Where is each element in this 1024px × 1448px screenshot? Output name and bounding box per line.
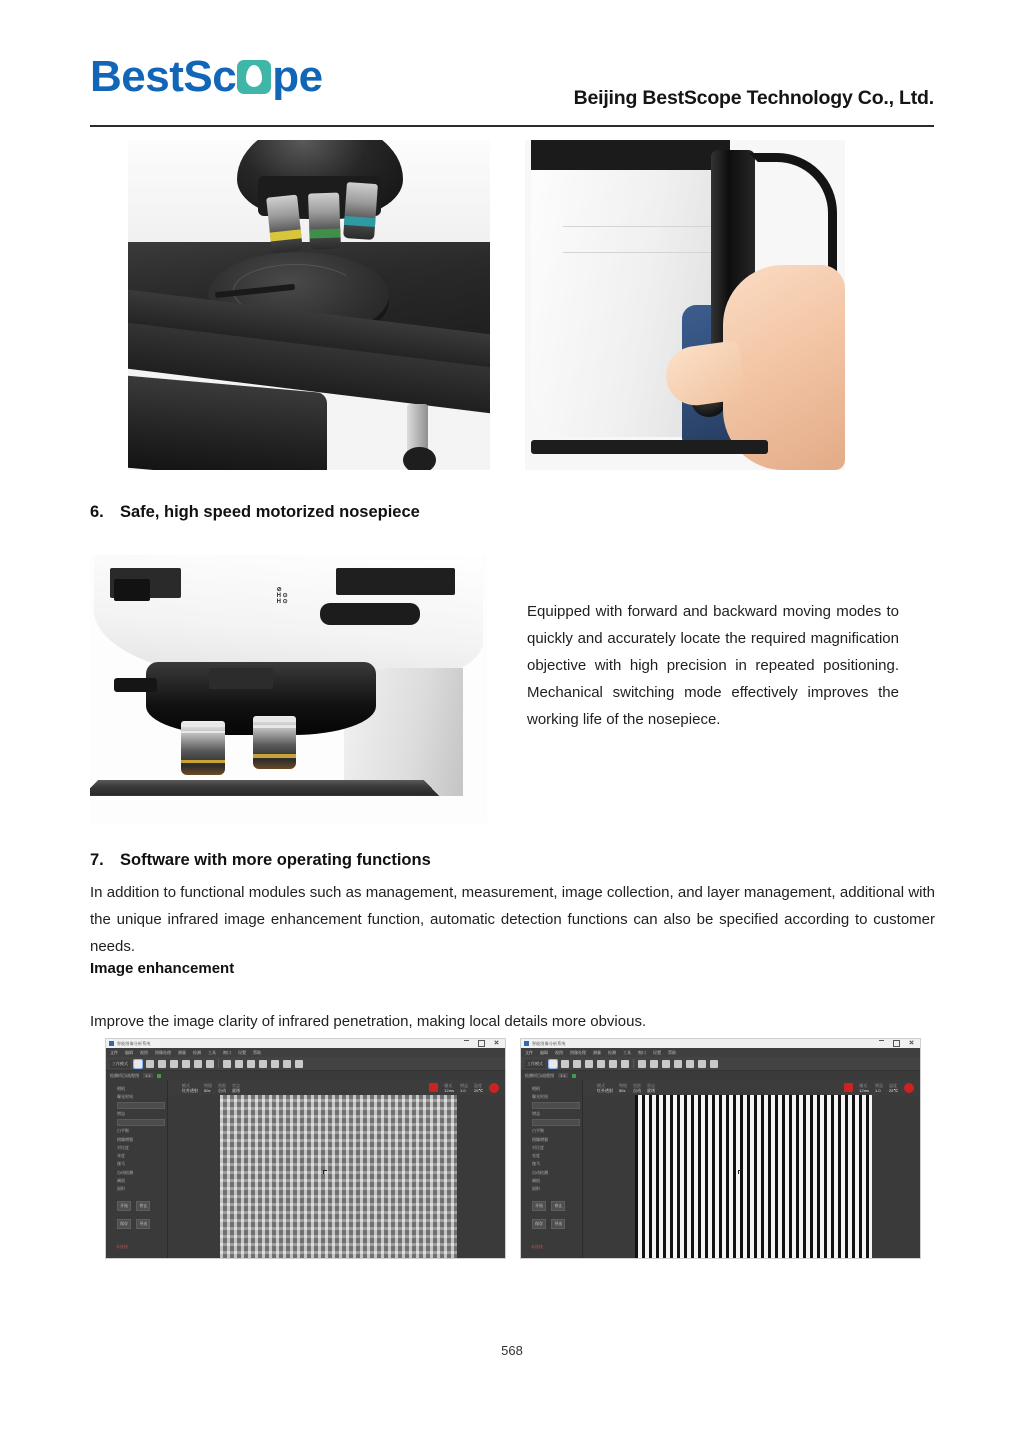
status-ok-icon — [157, 1074, 161, 1078]
magnet-tool-icon[interactable] — [573, 1060, 581, 1068]
app-window-title: 智能图像分析系统 — [117, 1040, 151, 1046]
sidebar-row-contrast[interactable]: 对比度 — [532, 1145, 544, 1150]
sidebar-row-threshold[interactable]: 阈值 — [117, 1178, 125, 1183]
sidebar-group-enhance-title: 图像增强 — [117, 1137, 133, 1142]
close-icon[interactable] — [909, 1040, 914, 1045]
menu-item-detect[interactable]: 检测 — [193, 1049, 201, 1055]
section-6-title: Safe, high speed motorized nosepiece — [120, 503, 420, 521]
arrow-tool-icon[interactable] — [561, 1060, 569, 1068]
sidebar-status-note: 未连接 — [531, 1244, 543, 1249]
sidebar-row-gamma[interactable]: 伽马 — [532, 1161, 540, 1166]
info-temperature: 温度 25℃ — [889, 1082, 898, 1093]
app-icon — [109, 1041, 114, 1046]
menu-item-settings[interactable]: 设置 — [238, 1049, 246, 1055]
menu-item-tools[interactable]: 工具 — [208, 1049, 216, 1055]
sidebar-row-gamma[interactable]: 伽马 — [117, 1161, 125, 1166]
control-sidebar — [521, 1080, 583, 1258]
info-objective: 物镜 50x — [619, 1082, 627, 1093]
specimen-stage-plate — [90, 780, 439, 796]
record-indicator-icon[interactable] — [429, 1083, 438, 1092]
menu-item-detect[interactable]: 检测 — [608, 1049, 616, 1055]
arrow-tool-icon[interactable] — [146, 1060, 154, 1068]
menu-item-file[interactable]: 文件 — [525, 1049, 533, 1055]
menu-item-help[interactable]: 帮助 — [253, 1049, 261, 1055]
sidebar-button-export[interactable]: 导出 — [551, 1219, 565, 1229]
app-toolbar — [521, 1057, 920, 1071]
objective-lens-left — [181, 721, 225, 775]
home-tool-icon[interactable] — [170, 1060, 178, 1068]
angle-tool-icon[interactable] — [247, 1060, 255, 1068]
crop-tool-icon[interactable] — [271, 1060, 279, 1068]
measure-tool-icon[interactable] — [259, 1060, 267, 1068]
app-titlebar — [521, 1039, 920, 1048]
select-tool-icon[interactable] — [549, 1060, 557, 1068]
app-toolbar — [106, 1057, 505, 1071]
water-drop-icon — [237, 60, 271, 94]
exposure-input[interactable] — [532, 1102, 580, 1109]
objective-lens-green — [308, 192, 341, 249]
sidebar-button-export[interactable]: 导出 — [136, 1219, 150, 1229]
objective-lens-teal — [343, 182, 378, 240]
specimen-image-enhanced — [635, 1095, 872, 1258]
sidebar-button-stop[interactable]: 停止 — [136, 1201, 150, 1211]
line-tool-icon[interactable] — [638, 1060, 646, 1068]
gain-input[interactable] — [117, 1119, 165, 1126]
minimize-icon[interactable] — [464, 1040, 469, 1041]
sidebar-row-contrast[interactable]: 对比度 — [117, 1145, 129, 1150]
cut-tool-icon[interactable] — [609, 1060, 617, 1068]
exposure-input[interactable] — [117, 1102, 165, 1109]
section-7-paragraph: In addition to functional modules such as management, measurement, image collection, and layer management, additional with the unique infrared image enhancement function, automatic detection functions can also be specified according to customer needs. — [90, 884, 935, 955]
section-6-paragraph: Equipped with forward and backward moving modes to quickly and accurately locate the required magnification objective with high precision in repeated positioning. Mechanical switching mode effectively improves the working life of the nosepiece. — [527, 603, 899, 728]
sidebar-group-autodetect-title: 自动检测 — [117, 1170, 133, 1175]
sidebar-row-whitebalance[interactable]: 白平衡 — [117, 1128, 129, 1133]
camera-tool-icon[interactable] — [710, 1060, 718, 1068]
menu-item-tools[interactable]: 工具 — [623, 1049, 631, 1055]
sidebar-row-exposure[interactable]: 曝光时间 — [117, 1094, 133, 1099]
sidebar-row-area[interactable]: 面积 — [532, 1186, 540, 1191]
toolbar-mode-chip[interactable]: 工作模式 — [112, 1060, 128, 1066]
page-number: 568 — [501, 1343, 523, 1358]
image-canvas[interactable] — [583, 1095, 920, 1258]
toolbar-mode-chip[interactable]: 工作模式 — [527, 1060, 543, 1066]
page-header — [90, 52, 934, 127]
magnet-tool-icon[interactable] — [158, 1060, 166, 1068]
menu-item-measure[interactable]: 测量 — [593, 1049, 601, 1055]
motorized-nosepiece-photo: ⊘ H ⊙ H ⊙ — [90, 555, 487, 823]
grid-tool-icon[interactable] — [206, 1060, 214, 1068]
sidebar-group-camera-title: 相机 — [117, 1086, 125, 1091]
cut-tool-icon[interactable] — [194, 1060, 202, 1068]
sidebar-button-start[interactable]: 开始 — [532, 1201, 546, 1211]
header-divider — [90, 125, 934, 127]
home-tool-icon[interactable] — [585, 1060, 593, 1068]
section-6-number: 6. — [90, 503, 104, 521]
sidebar-button-start[interactable]: 开始 — [117, 1201, 131, 1211]
app-infobar — [583, 1080, 920, 1095]
sidebar-group-autodetect-title: 自动检测 — [532, 1170, 548, 1175]
info-temperature: 温度 25℃ — [474, 1082, 483, 1093]
app-tabstrip — [521, 1071, 920, 1080]
slider-control — [336, 568, 455, 595]
control-sidebar — [106, 1080, 168, 1258]
menu-item-image-processing[interactable]: 图像处理 — [570, 1049, 586, 1055]
stop-indicator-icon[interactable] — [489, 1083, 499, 1093]
status-ok-icon — [572, 1074, 576, 1078]
image-enhancement-paragraph: Improve the image clarity of infrared penetration, making local details more obvious. — [90, 1013, 647, 1030]
line-tool-icon[interactable] — [223, 1060, 231, 1068]
info-status: 状态 就绪 — [647, 1082, 655, 1093]
info-objective: 物镜 50x — [204, 1082, 212, 1093]
objective-lens-right — [253, 716, 297, 770]
sidebar-group-camera-title: 相机 — [532, 1086, 540, 1091]
sidebar-button-save[interactable]: 保存 — [532, 1219, 546, 1229]
minimize-icon[interactable] — [879, 1040, 884, 1041]
info-mode: 模式 红外透射 — [182, 1082, 198, 1093]
sidebar-row-threshold[interactable]: 阈值 — [532, 1178, 540, 1183]
menu-item-measure[interactable]: 测量 — [178, 1049, 186, 1055]
target-tool-icon[interactable] — [597, 1060, 605, 1068]
specimen-image-dim — [220, 1095, 457, 1258]
sidebar-status-note: 未连接 — [116, 1244, 128, 1249]
rect-tool-icon[interactable] — [235, 1060, 243, 1068]
tab-detection-project[interactable]: 检测项目/流程图 — [525, 1072, 555, 1078]
angle-tool-icon[interactable] — [662, 1060, 670, 1068]
menu-item-file[interactable]: 文件 — [110, 1049, 118, 1055]
image-enhancement-subheading: Image enhancement — [90, 960, 235, 977]
info-focus: 焦距 自动 — [633, 1082, 641, 1093]
app-window-title: 智能图像分析系统 — [532, 1040, 566, 1046]
app-infobar — [168, 1080, 505, 1095]
info-exposure: 曝光 12ms — [859, 1082, 870, 1093]
logo-text-first: BestSc — [90, 52, 237, 101]
select-tool-icon[interactable] — [134, 1060, 142, 1068]
target-tool-icon[interactable] — [182, 1060, 190, 1068]
menu-item-window[interactable]: 窗口 — [638, 1049, 646, 1055]
image-canvas[interactable] — [168, 1095, 505, 1258]
record-indicator-icon[interactable] — [844, 1083, 853, 1092]
sidebar-button-stop[interactable]: 停止 — [551, 1201, 565, 1211]
info-gain: 增益 1.0 — [460, 1082, 469, 1093]
app-menubar — [106, 1048, 505, 1057]
measure-tool-icon[interactable] — [674, 1060, 682, 1068]
tab-zoom-chip[interactable]: 1:1 — [145, 1073, 151, 1078]
info-exposure: 曝光 12ms — [444, 1082, 455, 1093]
hand-operating-base-photo — [525, 140, 845, 470]
app-tabstrip — [106, 1071, 505, 1080]
objective-lens-yellow — [266, 195, 302, 254]
screenshot-after-enhancement — [520, 1038, 921, 1259]
crosshair-icon — [323, 1170, 327, 1174]
sidebar-row-brightness[interactable]: 亮度 — [117, 1153, 125, 1158]
tab-detection-project[interactable]: 检测项目/流程图 — [110, 1072, 140, 1078]
stop-indicator-icon[interactable] — [904, 1083, 914, 1093]
app-menubar — [521, 1048, 920, 1057]
microscope-stage-photo — [128, 140, 490, 470]
menu-item-help[interactable]: 帮助 — [668, 1049, 676, 1055]
crop-tool-icon[interactable] — [686, 1060, 694, 1068]
close-icon[interactable] — [494, 1040, 499, 1045]
menu-item-image-processing[interactable]: 图像处理 — [155, 1049, 171, 1055]
menu-item-settings[interactable]: 设置 — [653, 1049, 661, 1055]
sidebar-group-enhance-title: 图像增强 — [532, 1137, 548, 1142]
section-6-heading — [90, 503, 420, 522]
info-gain: 增益 1.0 — [875, 1082, 884, 1093]
section-7-heading — [90, 851, 431, 870]
app-icon — [524, 1041, 529, 1046]
rect-tool-icon[interactable] — [650, 1060, 658, 1068]
camera-tool-icon[interactable] — [295, 1060, 303, 1068]
sidebar-row-brightness[interactable]: 亮度 — [532, 1153, 540, 1158]
app-titlebar — [106, 1039, 505, 1048]
sidebar-row-exposure[interactable]: 曝光时间 — [532, 1094, 548, 1099]
sidebar-row-whitebalance[interactable]: 白平衡 — [532, 1128, 544, 1133]
screenshot-before-enhancement — [105, 1038, 506, 1259]
gain-input[interactable] — [532, 1119, 580, 1126]
company-name: Beijing BestScope Technology Co., Ltd. — [573, 87, 934, 109]
info-focus: 焦距 自动 — [218, 1082, 226, 1093]
section-7-title: Software with more operating functions — [120, 851, 431, 869]
maximize-icon[interactable] — [893, 1040, 900, 1047]
crosshair-icon — [738, 1170, 742, 1174]
bestscope-logo — [90, 52, 323, 101]
logo-text-second: pe — [272, 52, 323, 101]
info-mode: 模式 红外透射 — [597, 1082, 613, 1093]
menu-item-edit[interactable]: 编辑 — [540, 1049, 548, 1055]
info-status: 状态 就绪 — [232, 1082, 240, 1093]
section-7-number: 7. — [90, 851, 104, 869]
sidebar-row-gain[interactable]: 增益 — [117, 1111, 125, 1116]
gear-tool-icon[interactable] — [698, 1060, 706, 1068]
sidebar-button-save[interactable]: 保存 — [117, 1219, 131, 1229]
sidebar-row-gain[interactable]: 增益 — [532, 1111, 540, 1116]
gear-tool-icon[interactable] — [283, 1060, 291, 1068]
sidebar-row-area[interactable]: 面积 — [117, 1186, 125, 1191]
grid-tool-icon[interactable] — [621, 1060, 629, 1068]
menu-item-window[interactable]: 窗口 — [223, 1049, 231, 1055]
menu-item-view[interactable]: 视图 — [140, 1049, 148, 1055]
maximize-icon[interactable] — [478, 1040, 485, 1047]
tab-zoom-chip[interactable]: 1:1 — [560, 1073, 566, 1078]
menu-item-edit[interactable]: 编辑 — [125, 1049, 133, 1055]
menu-item-view[interactable]: 视图 — [555, 1049, 563, 1055]
